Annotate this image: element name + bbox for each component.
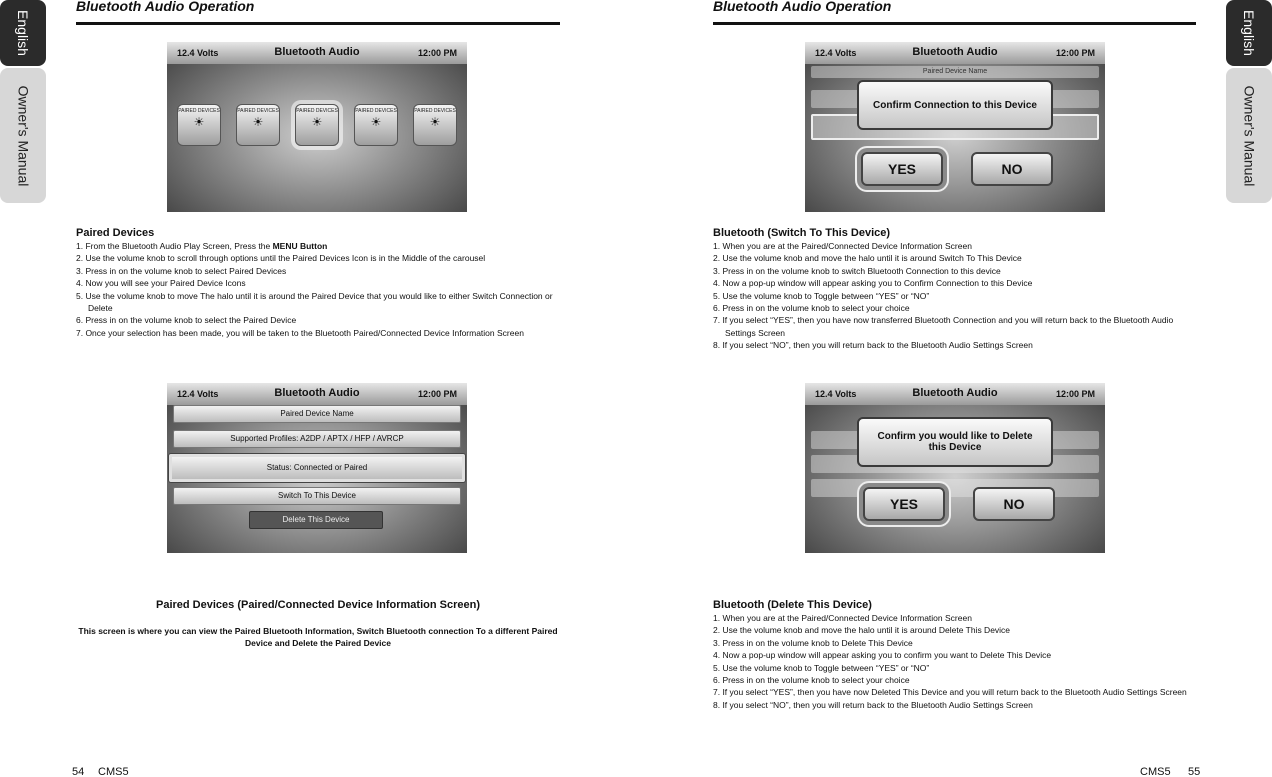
tab-english-label: English <box>14 10 31 56</box>
title-rule <box>713 22 1196 25</box>
step-item: 2. Use the volume knob to scroll through options until the Paired Devices Icon is in the Middle of the carousel <box>76 253 486 264</box>
tab-english-label: English <box>1240 10 1257 56</box>
no-button[interactable]: NO <box>971 152 1053 186</box>
screen-title: Bluetooth Audio <box>274 46 360 58</box>
screen-device-information <box>167 383 467 553</box>
step-item: 4. Now a pop-up window will appear asking you to Confirm Connection to this Device <box>713 278 1033 289</box>
step-item: 7. If you select “YES”, then you have now transferred Bluetooth Connection and you will return back to the Bluetooth Audio Settings Screen <box>713 315 1174 338</box>
caption-body: This screen is where you can view the Paired Bluetooth Information, Switch Bluetooth connection To a different Paired Device and Delete the Paired Device <box>78 626 558 648</box>
switch-heading: Bluetooth (Switch To This Device) <box>713 227 891 239</box>
supported-profiles-row: Supported Profiles: A2DP / APTX / HFP / AVRCP <box>173 430 461 448</box>
card-label: PAIRED DEVICES <box>414 108 456 114</box>
step-item: 6. Press in on the volume knob to select the Paired Device <box>76 315 297 326</box>
clock: 12:00 PM <box>1055 48 1095 58</box>
paired-devices-card <box>413 104 457 146</box>
status-bar <box>167 383 467 405</box>
paired-devices-card <box>177 104 221 146</box>
screen-confirm-connection <box>805 42 1105 212</box>
tab-english-right[interactable] <box>1226 0 1272 66</box>
bluetooth-phone-icon: ☀ <box>193 115 205 129</box>
step-item: 3. Press in on the volume knob to Delete This Device <box>713 637 913 648</box>
step-item: 4. Now a pop-up window will appear asking you to confirm you want to Delete This Device <box>713 650 1052 661</box>
step-item: 7. If you select “YES”, then you have now Deleted This Device and you will return back to the Bluetooth Audio Settings Screen <box>713 687 1187 698</box>
screen-title: Bluetooth Audio <box>912 387 998 399</box>
tab-owners-manual-label: Owner's Manual <box>15 85 31 186</box>
yes-button[interactable]: YES <box>861 152 943 186</box>
title-rule <box>76 22 560 25</box>
status-bar <box>805 383 1105 405</box>
card-label: PAIRED DEVICES <box>237 108 279 114</box>
bluetooth-phone-icon: ☀ <box>311 115 323 129</box>
bluetooth-phone-icon: ☀ <box>429 115 441 129</box>
voltage-readout: 12.4 Volts <box>177 389 219 399</box>
clock: 12:00 PM <box>417 389 457 399</box>
right-page <box>636 0 1272 777</box>
step-item: 6. Press in on the volume knob to select your choice <box>713 675 910 686</box>
voltage-readout: 12.4 Volts <box>815 389 857 399</box>
step-item: 8. If you select “NO”, then you will return back to the Bluetooth Audio Settings Screen <box>713 340 1033 351</box>
model-name-left: CMS5 <box>98 766 129 777</box>
delete-steps <box>713 612 1203 711</box>
bluetooth-phone-icon: ☀ <box>370 115 382 129</box>
step-item: 3. Press in on the volume knob to select Paired Devices <box>76 265 287 276</box>
confirm-connection-dialog: Confirm Connection to this Device <box>857 80 1053 130</box>
status-bar <box>167 42 467 64</box>
paired-devices-steps <box>76 240 566 339</box>
tab-owners-manual-right[interactable] <box>1226 68 1272 203</box>
paired-devices-card <box>354 104 398 146</box>
page-number-right: 55 <box>1188 766 1201 777</box>
bluetooth-phone-icon: ☀ <box>252 115 264 129</box>
delete-device-row: Delete This Device <box>249 511 383 529</box>
step-item: 7. Once your selection has been made, you will be taken to the Bluetooth Paired/Connected Device Information Screen <box>76 327 524 338</box>
paired-devices-heading: Paired Devices <box>76 227 155 239</box>
paired-devices-card-selected <box>295 104 339 146</box>
paired-devices-card <box>236 104 280 146</box>
voltage-readout: 12.4 Volts <box>177 48 219 58</box>
tab-owners-manual-label: Owner's Manual <box>1241 85 1257 186</box>
paired-device-name-row-behind: Paired Device Name <box>811 66 1099 78</box>
section-title: Bluetooth Audio Operation <box>76 0 255 14</box>
status-row: Status: Connected or Paired <box>169 454 465 482</box>
step-item: 6. Press in on the volume knob to select your choice <box>713 303 910 314</box>
step-item: 2. Use the volume knob and move the halo until it is around Delete This Device <box>713 625 1011 636</box>
section-title: Bluetooth Audio Operation <box>713 0 892 14</box>
status-bar <box>805 42 1105 64</box>
step-item: 1. When you are at the Paired/Connected Device Information Screen <box>713 241 972 251</box>
screen-title: Bluetooth Audio <box>912 46 998 58</box>
paired-device-name-row: Paired Device Name <box>173 405 461 423</box>
switch-steps <box>713 240 1203 352</box>
screen-title: Bluetooth Audio <box>274 387 360 399</box>
yes-button[interactable]: YES <box>863 487 945 521</box>
step-item: 4. Now you will see your Paired Device Icons <box>76 278 246 289</box>
tab-english-left[interactable] <box>0 0 46 66</box>
screen-paired-devices-carousel <box>167 42 467 212</box>
page-number-left: 54 <box>72 766 85 777</box>
tab-owners-manual-left[interactable] <box>0 68 46 203</box>
step-item: 5. Use the volume knob to Toggle between “YES” or “NO” <box>713 662 930 673</box>
step-item: 8. If you select “NO”, then you will return back to the Bluetooth Audio Settings Screen <box>713 699 1033 710</box>
step-item: 5. Use the volume knob to move The halo until it is around the Paired Device that you would like to either Switch Connection or Delete <box>76 290 553 314</box>
no-button[interactable]: NO <box>973 487 1055 521</box>
confirm-delete-dialog: Confirm you would like to Delete this Device <box>857 417 1053 467</box>
model-name-right: CMS5 <box>1140 766 1171 777</box>
dim-row <box>811 479 1099 497</box>
step-item: 3. Press in on the volume knob to switch Bluetooth Connection to this device <box>713 265 1001 276</box>
card-label: PAIRED DEVICES <box>296 108 338 114</box>
voltage-readout: 12.4 Volts <box>815 48 857 58</box>
step-item: 2. Use the volume knob and move the halo until it is around Switch To This Device <box>713 253 1022 264</box>
step-item: 1. When you are at the Paired/Connected Device Information Screen <box>713 613 972 623</box>
step-item: 5. Use the volume knob to Toggle between “YES” or “NO” <box>713 290 930 301</box>
clock: 12:00 PM <box>1055 389 1095 399</box>
caption-heading: Paired Devices (Paired/Connected Device Information Screen) <box>155 599 480 611</box>
card-label: PAIRED DEVICES <box>178 108 220 114</box>
card-label: PAIRED DEVICES <box>355 108 397 114</box>
step-item: 1. From the Bluetooth Audio Play Screen, Press the MENU Button <box>76 241 328 251</box>
switch-to-device-row: Switch To This Device <box>173 487 461 505</box>
screen-confirm-delete <box>805 383 1105 553</box>
delete-heading: Bluetooth (Delete This Device) <box>713 599 872 611</box>
clock: 12:00 PM <box>417 48 457 58</box>
